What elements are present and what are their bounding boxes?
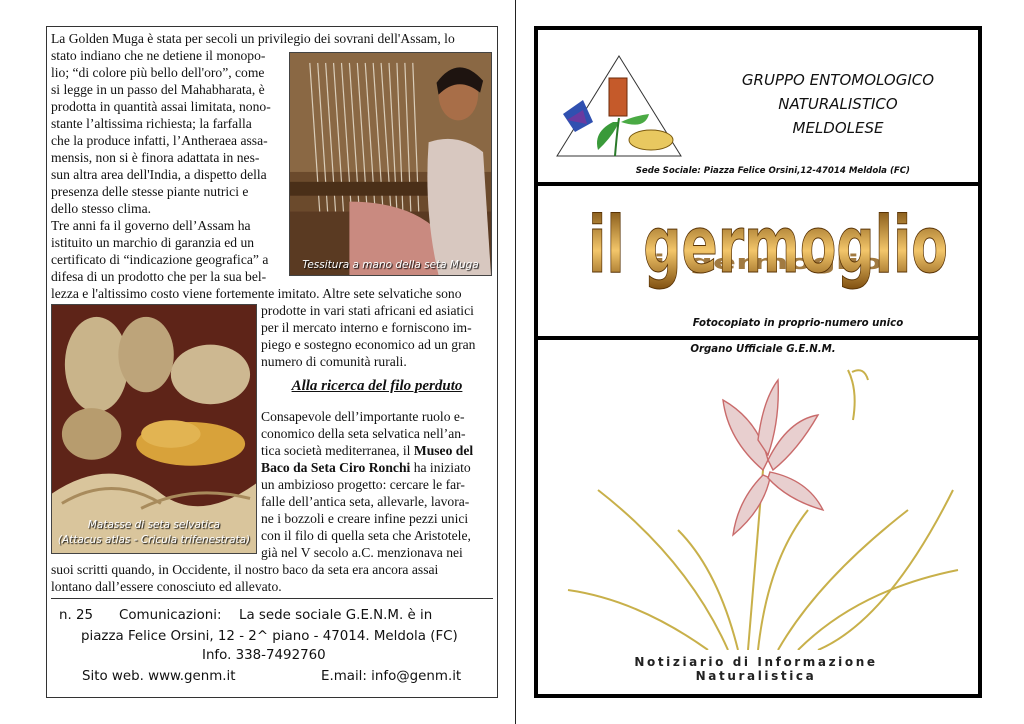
info-box bbox=[51, 598, 493, 692]
article-line: prodotte in vari stati africani ed asiatici bbox=[261, 303, 474, 318]
article-line: suoi scritti quando, in Occidente, il nostro baco da seta era ancora assai bbox=[51, 562, 439, 577]
headquarters-address: Sede Sociale: Piazza Felice Orsini,12-47014 Meldola (FC) bbox=[635, 166, 910, 176]
silk-skeins-illustration bbox=[52, 305, 256, 553]
article-line: un ambizioso progetto: cercare le far- bbox=[261, 477, 465, 492]
cover-divider bbox=[538, 182, 978, 186]
email-link[interactable]: E.mail: info@genm.it bbox=[321, 669, 462, 684]
museo-name-bold: Museo del bbox=[413, 443, 474, 458]
article-text: ha iniziato bbox=[410, 460, 471, 475]
article-line bbox=[261, 442, 493, 459]
article-line: La Golden Muga è stata per secoli un privilegio dei sovrani dell'Assam, lo bbox=[51, 31, 455, 46]
weaving-photo bbox=[289, 52, 492, 276]
article-line: conomico della seta selvatica nell’an- bbox=[261, 426, 466, 441]
article-line: lontano dall’essere conosciuto ed allevato. bbox=[51, 579, 282, 594]
skeins-photo-caption: Matasse di seta selvatica bbox=[87, 519, 221, 531]
genm-logo bbox=[553, 52, 685, 160]
association-name-line: NATURALISTICO bbox=[778, 95, 898, 113]
article-line: numero di comunità rurali. bbox=[261, 354, 407, 369]
association-name-line: MELDOLESE bbox=[792, 119, 884, 137]
article-line: certificato di “indicazione geografica” a bbox=[51, 252, 269, 267]
info-phone: Info. 338-7492760 bbox=[202, 648, 326, 663]
masthead-title: il germoglio bbox=[588, 201, 948, 291]
website-link[interactable]: Sito web. www.genm.it bbox=[82, 669, 236, 684]
page-fold-line bbox=[515, 0, 516, 724]
official-organ: Organo Ufficiale G.E.N.M. bbox=[690, 344, 836, 355]
article-line: difesa di un prodotto che per la sua bel- bbox=[51, 269, 267, 284]
article-line: sun altra area dell'India, a dispetto della bbox=[51, 167, 267, 182]
section-title: Alla ricerca del filo perduto bbox=[291, 378, 463, 394]
association-name bbox=[713, 68, 963, 140]
article-line: già nel V secolo a.C. menzionava nei bbox=[261, 545, 463, 560]
weaving-photo-caption: Tessitura a mano della seta Muga bbox=[302, 259, 479, 271]
article-line: stante l’altissima richiesta; la farfalla bbox=[51, 116, 252, 131]
article-text: tica società mediterranea, il bbox=[261, 443, 411, 458]
iris-illustration bbox=[558, 360, 966, 650]
article-line: piego e sostegno economico ad un gran bbox=[261, 337, 476, 352]
museo-name-bold: Baco da Seta Ciro Ronchi bbox=[261, 460, 411, 475]
article-line: lio; “di colore più bello dell'oro”, come bbox=[51, 65, 265, 80]
article-line: mensis, non si è finora adattata in nes- bbox=[51, 150, 260, 165]
weaving-illustration bbox=[290, 53, 491, 275]
article-line: Tre anni fa il governo dell’Assam ha bbox=[51, 218, 251, 233]
info-line: La sede sociale G.E.N.M. è in bbox=[239, 608, 433, 623]
comunicazioni-label: Comunicazioni: bbox=[119, 608, 222, 623]
article-line: falle dell’antica seta, allevarle, lavora- bbox=[261, 494, 470, 509]
skeins-photo-caption-species: (Attacus atlas - Cricula trifenestrata) bbox=[57, 534, 251, 546]
article-line: ne i bozzoli e creare infine pezzi unici bbox=[261, 511, 469, 526]
masthead-logo bbox=[578, 190, 958, 310]
article-line: istituito un marchio di garanzia ed un bbox=[51, 235, 255, 250]
article-line: con il filo di quella seta che Aristotele, bbox=[261, 528, 471, 543]
article-line: per il mercato interno e forniscono im- bbox=[261, 320, 472, 335]
edition-note: Fotocopiato in proprio-numero unico bbox=[692, 318, 904, 329]
newsletter-tagline: Notiziario di Informazione Naturalistica bbox=[634, 655, 878, 683]
silk-skeins-photo bbox=[51, 304, 257, 554]
cover-page bbox=[534, 26, 982, 698]
cover-divider bbox=[538, 336, 978, 340]
article-line: si legge in un passo del Mahabharata, è bbox=[51, 82, 265, 97]
article-line: che la produce infatti, l’Antheraea assa- bbox=[51, 133, 268, 148]
association-name-line: GRUPPO ENTOMOLOGICO bbox=[741, 71, 935, 89]
masthead-reflection: il germoglio bbox=[653, 249, 883, 274]
info-address: piazza Felice Orsini, 12 - 2^ piano - 47014. Meldola (FC) bbox=[81, 629, 458, 644]
article-line: prodotta in quantità assai limitata, nono- bbox=[51, 99, 271, 114]
article-line: dello stesso clima. bbox=[51, 201, 152, 216]
article-line bbox=[261, 459, 493, 476]
article-line: lezza e l'altissimo costo viene fortemente imitato. Altre sete selvatiche sono bbox=[51, 286, 462, 301]
issue-number: n. 25 bbox=[59, 608, 94, 623]
article-line: stato indiano che ne detiene il monopo- bbox=[51, 48, 266, 63]
article-line: presenza delle stesse piante nutrici e bbox=[51, 184, 249, 199]
article-line: Consapevole dell’importante ruolo e- bbox=[261, 409, 465, 424]
